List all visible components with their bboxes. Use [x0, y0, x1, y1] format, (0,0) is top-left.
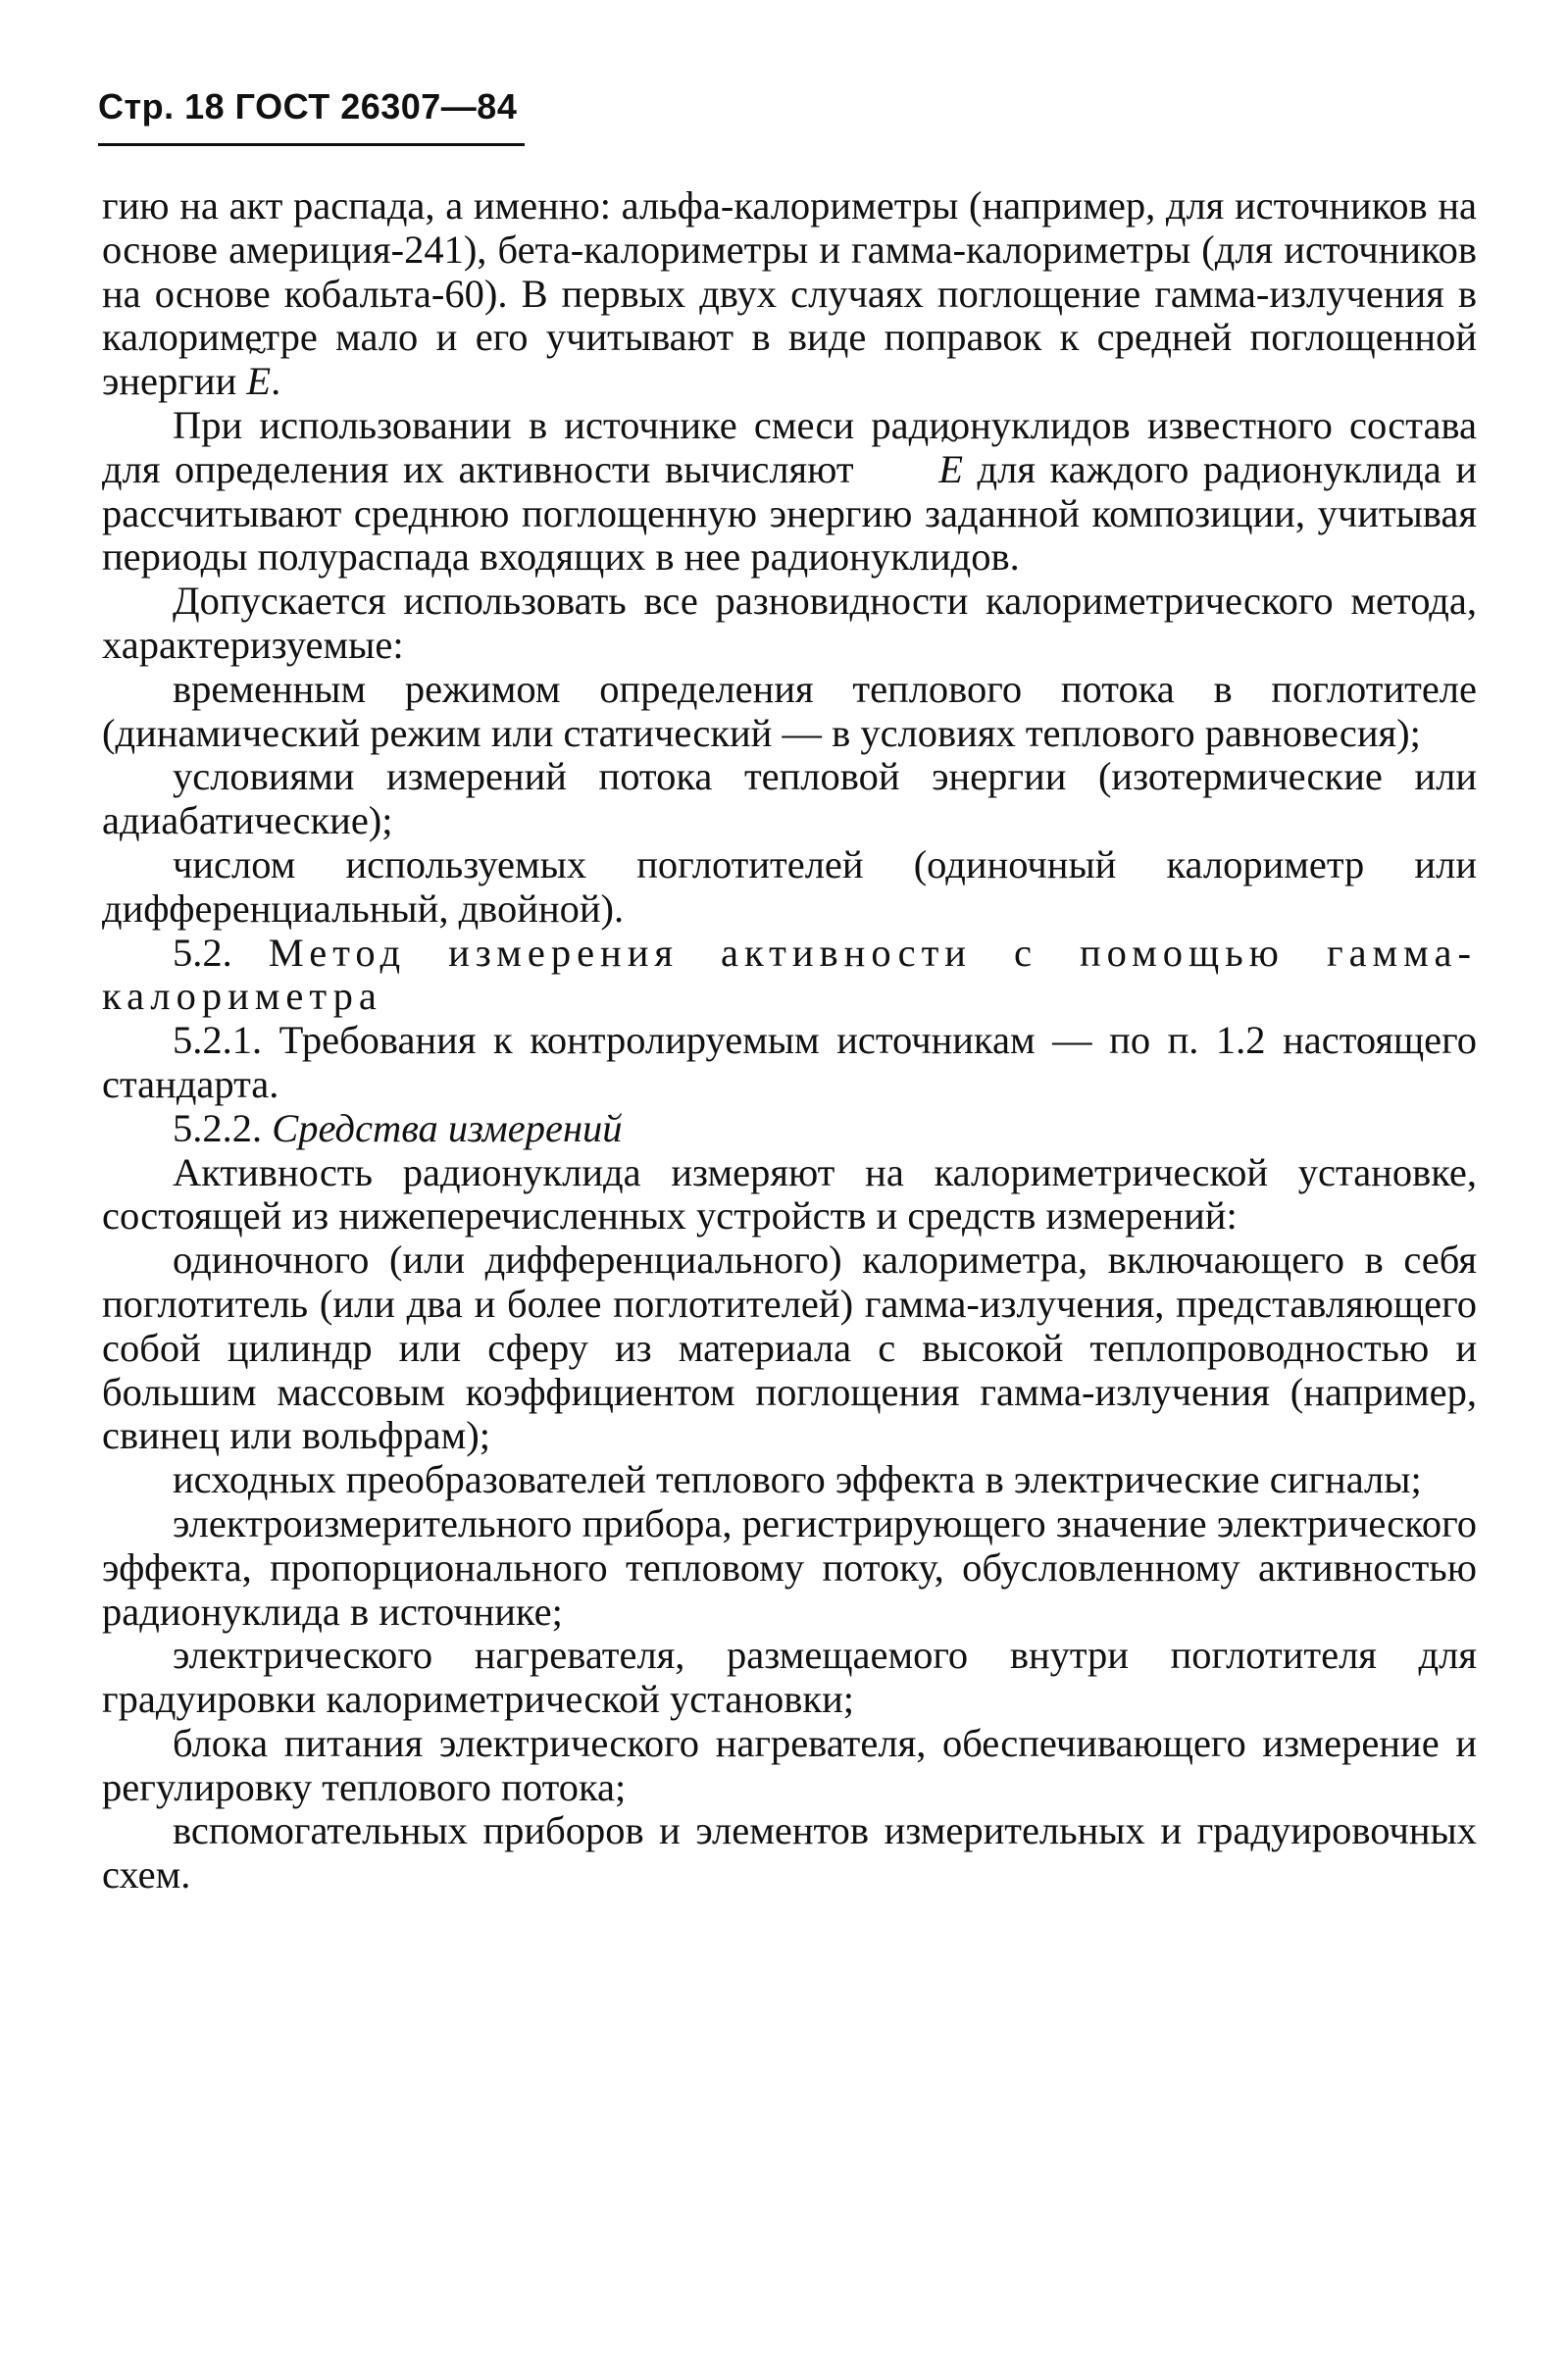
paragraph-1 [102, 184, 1477, 404]
body-text [102, 184, 1477, 1897]
paragraph-16: вспомогательных приборов и элементов измерительных и градуировочных схем. [102, 1808, 1477, 1897]
paragraph-12: исходных преобразователей теплового эффекта в электрические сигналы; [173, 1457, 1422, 1502]
mean-energy-symbol: ~ E [868, 448, 963, 492]
paragraph-13: электроизмерительного прибора, регистрирующего значение электрического эффекта, пропорционального тепловому потоку, обусловленному активностью радионуклида в источнике; [102, 1500, 1477, 1634]
section-heading-5-2-2 [102, 1107, 1477, 1151]
paragraph-3: Допускается использовать все разновидности калориметрического метода, характеризуемые: [102, 579, 1477, 667]
page-header: Стр. 18 ГОСТ 26307—84 [98, 86, 518, 126]
paragraph-4: временным режимом определения теплового потока в поглотителе (динамический режим или статический — в условиях теплового равновесия); [102, 666, 1477, 755]
paragraph-6: числом используемых поглотителей (одиночный калориметр или дифференциальный, двойной). [102, 841, 1477, 931]
paragraph-10: Активность радионуклида измеряют на калориметрической установке, состоящей из нижеперечисленных устройств и средств измерений: [102, 1149, 1477, 1239]
mean-energy-symbol: ~ E [246, 360, 271, 404]
paragraph-5: условиями измерений потока тепловой энергии (изотермические или адиабатические); [102, 754, 1477, 843]
section-number: 5.2. [173, 930, 232, 975]
paragraph-14: электрического нагревателя, размещаемого внутри поглотителя для градуировки калориметрической установки; [102, 1633, 1477, 1722]
paragraph-text: гию на акт распада, а именно: альфа-калориметры (например, для источников на основе америция-241), бета-калориметры и гамма-калориметры (для источников на основе кобальта-60). В первых двух случаях поглощение гамма-излучения в калориметре мало и его учитывают в виде поправок к средней поглощенной энергии [102, 183, 1477, 404]
paragraph-2 [102, 404, 1477, 580]
paragraph-5-2-1: 5.2.1. Требования к контролируемым источникам — по п. 1.2 настоящего стандарта. [102, 1018, 1477, 1106]
paragraph-11: одиночного (или дифференциального) калориметра, включающего в себя поглотитель (или два и более поглотителей) гамма-излучения, представляющего собой цилиндр или сферу из материала с высокой теплопроводностью и большим массовым коэффициентом поглощения гамма-излучения (например, свинец или вольфрам); [102, 1238, 1477, 1458]
paragraph-text: При использовании в источнике смеси радионуклидов известного состава для определения их активности вычисляют [102, 402, 1477, 491]
paragraph-text: для каждого радионуклида и рассчитывают среднюю поглощенную энергию заданной композиции, учитывая периоды полураспада входящих в нее радионуклидов. [102, 446, 1477, 580]
header-rule [98, 143, 525, 146]
section-title: Метод измерения активности с помощью гамма-калориметра [102, 930, 1477, 1019]
section-heading-5-2 [102, 932, 1477, 1020]
period: . [271, 359, 281, 404]
section-title: Средства измерений [272, 1105, 623, 1150]
paragraph-15: блока питания электрического нагревателя, обеспечивающего измерение и регулировку теплового потока; [102, 1720, 1477, 1809]
section-number: 5.2.2. [173, 1105, 263, 1150]
